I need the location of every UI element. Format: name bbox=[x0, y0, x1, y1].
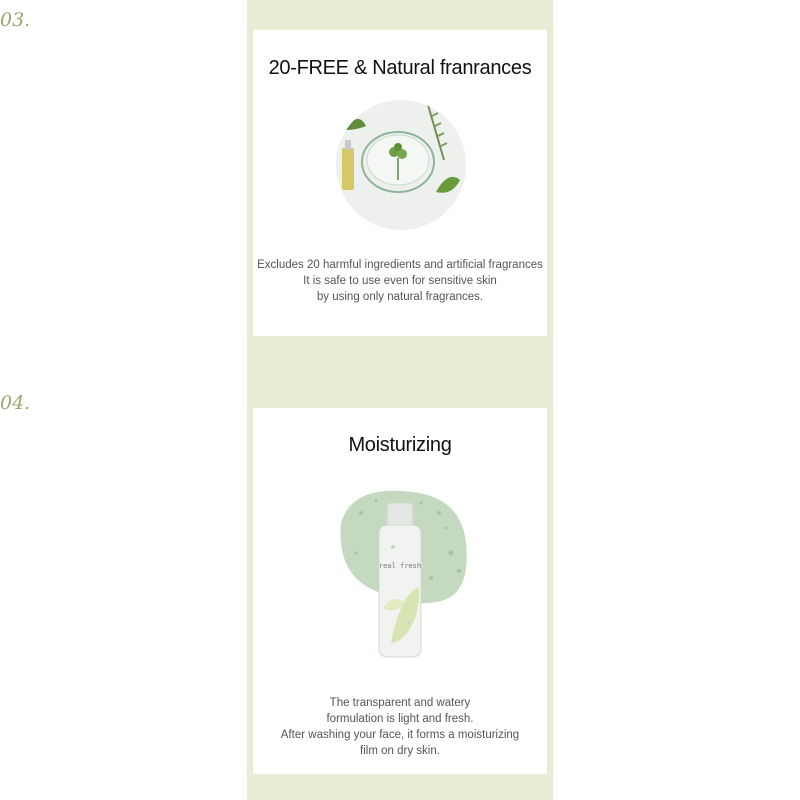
feature-description bbox=[253, 695, 547, 759]
description-line: film on dry skin. bbox=[360, 745, 440, 757]
feature-title: 20-FREE & Natural franrances bbox=[268, 57, 532, 79]
feature-card-free bbox=[253, 30, 547, 336]
ingredients-image bbox=[336, 100, 466, 230]
description-line: by using only natural fragrances. bbox=[316, 291, 484, 303]
description-line: Excludes 20 harmful ingredients and artificial fragrances bbox=[257, 259, 543, 271]
section-number-03: 03. bbox=[0, 9, 31, 31]
product-bottle-image bbox=[321, 483, 481, 673]
description-line: formulation is light and fresh. bbox=[326, 713, 474, 725]
feature-card-moisturizing bbox=[253, 408, 547, 774]
feature-description bbox=[253, 257, 547, 305]
description-line: After washing your face, it forms a moisturizing bbox=[280, 729, 520, 741]
section-number-04: 04. bbox=[0, 392, 31, 414]
bottle-label: real fresh bbox=[378, 562, 422, 570]
feature-title: Moisturizing bbox=[348, 434, 452, 456]
description-line: The transparent and watery bbox=[329, 697, 471, 709]
description-line: It is safe to use even for sensitive skin bbox=[303, 275, 497, 287]
